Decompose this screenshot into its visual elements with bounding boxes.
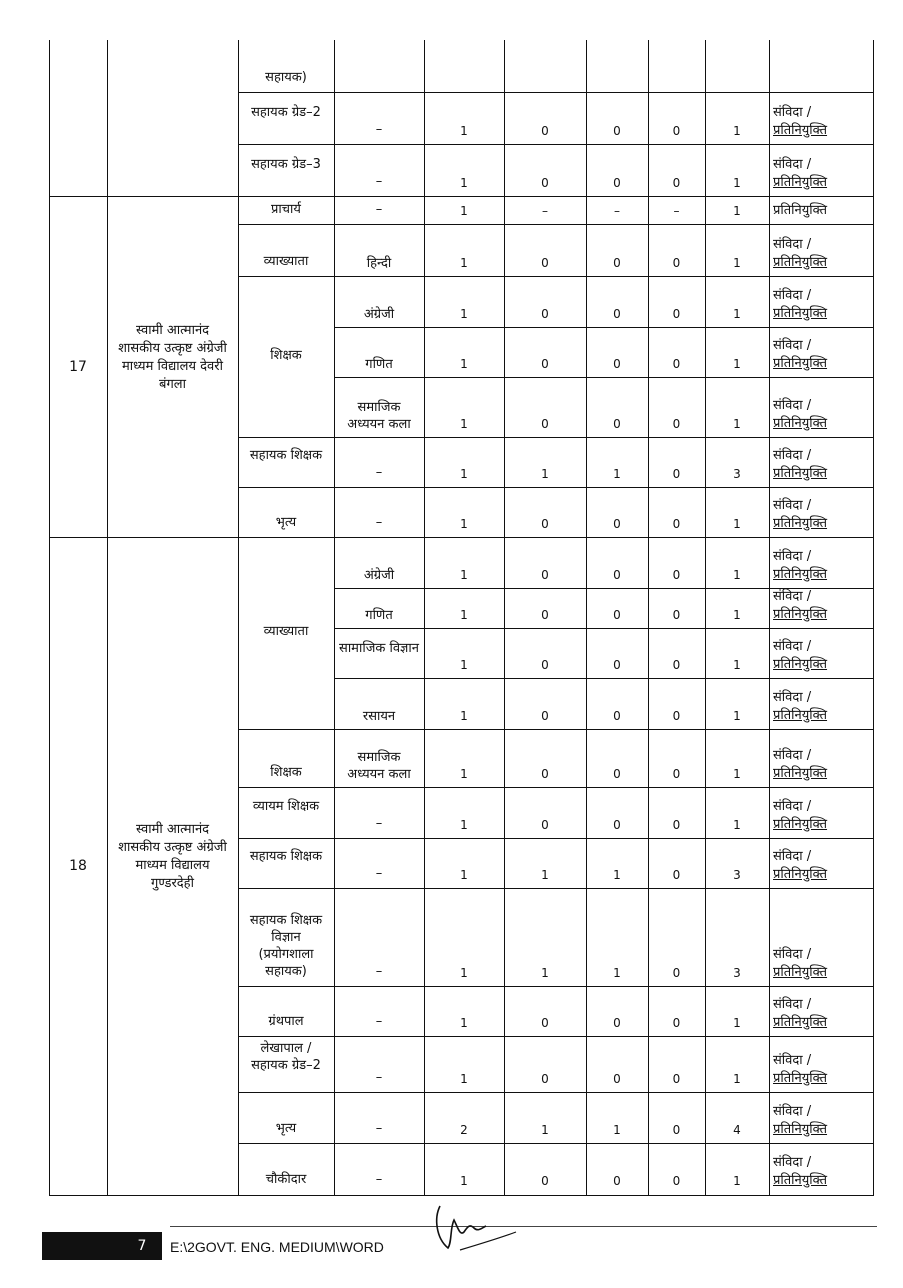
subject-name: गणित: [365, 357, 393, 372]
remark-line: संविदा /: [773, 690, 812, 705]
count-c4: 0: [672, 568, 681, 582]
count-c1: 1: [460, 307, 468, 321]
school-name: स्वामी आत्मानंद शासकीय उत्कृष्ट अंग्रेजी माध्यम विद्यालय देवरी बंगला: [118, 322, 227, 392]
count-c3: 0: [613, 767, 621, 781]
count-c2: 0: [541, 307, 549, 321]
remark-line: प्रतिनियुक्ति: [773, 466, 828, 481]
remark-text: [773, 1103, 871, 1139]
count-c3: 1: [613, 467, 621, 481]
count-c2: 0: [541, 176, 549, 190]
subject-name: –: [375, 866, 383, 881]
count-c2: –: [542, 204, 548, 218]
remark-text: [773, 1052, 871, 1088]
remark-text: [773, 747, 871, 783]
column-rule: [334, 40, 335, 1196]
count-total: 1: [733, 767, 741, 781]
count-c3: 0: [613, 417, 621, 431]
remark-line: संविदा /: [773, 1155, 812, 1170]
row-rule: [238, 1143, 873, 1144]
count-total: 1: [733, 176, 741, 190]
remark-line: संविदा /: [773, 237, 812, 252]
count-c1: 1: [460, 868, 468, 882]
remark-line: प्रतिनियुक्ति: [773, 255, 828, 270]
count-c3: 0: [613, 357, 621, 371]
count-total: 1: [733, 307, 741, 321]
remark-line: संविदा /: [773, 448, 812, 463]
count-total: 1: [733, 124, 741, 138]
count-c1: 1: [460, 709, 468, 723]
row-rule: [238, 487, 873, 488]
remark-text: [773, 638, 871, 674]
remark-line: संविदा /: [773, 549, 812, 564]
count-c2: 0: [541, 818, 549, 832]
remark-text: [773, 337, 871, 373]
row-rule: [238, 92, 873, 93]
remark-line: संविदा /: [773, 288, 812, 303]
count-c2: 0: [541, 608, 549, 622]
count-c4: 0: [672, 966, 681, 980]
count-c1: 1: [460, 1072, 468, 1086]
post-name: व्यायम शिक्षक: [252, 799, 320, 814]
count-c3: 0: [613, 568, 621, 582]
count-c3: –: [614, 204, 620, 218]
count-c4: 0: [672, 124, 681, 138]
post-name: प्राचार्य: [271, 202, 301, 217]
remark-text: [773, 287, 871, 323]
subject-name: गणित: [365, 608, 393, 623]
count-c3: 0: [613, 1072, 621, 1086]
remark-text: [773, 447, 871, 483]
remark-line: संविदा /: [773, 748, 812, 763]
count-c2: 0: [541, 658, 549, 672]
count-c2: 1: [541, 467, 549, 481]
count-c1: 1: [460, 357, 468, 371]
count-total: 3: [733, 467, 741, 481]
subject-name: –: [375, 816, 383, 831]
post-name: सहायक शिक्षक: [249, 448, 323, 463]
subject-name: –: [375, 1070, 383, 1085]
remark-text: [773, 397, 871, 433]
count-total: 1: [733, 568, 741, 582]
count-total: 1: [733, 608, 741, 622]
count-c1: 1: [460, 608, 468, 622]
count-c4: 0: [672, 256, 681, 270]
post-name: सहायक): [265, 70, 307, 85]
column-rule: [107, 40, 108, 1196]
post-name: सहायक ग्रेड–3: [251, 157, 321, 172]
count-c1: 1: [460, 966, 468, 980]
count-c2: 0: [541, 256, 549, 270]
subject-name: अंग्रेजी: [363, 568, 395, 583]
remark-text: [773, 548, 871, 584]
count-c2: 0: [541, 357, 549, 371]
count-c2: 0: [541, 1016, 549, 1030]
remark-line: संविदा /: [773, 589, 812, 604]
file-path: E:\2GOVT. ENG. MEDIUM\WORD: [170, 1239, 384, 1255]
remark-line: प्रतिनियुक्ति: [773, 306, 828, 321]
count-total: 4: [733, 1123, 741, 1137]
count-total: 1: [733, 256, 741, 270]
count-c3: 0: [613, 256, 621, 270]
remark-line: प्रतिनियुक्ति: [773, 657, 828, 672]
count-c3: 0: [613, 176, 621, 190]
count-c4: 0: [672, 868, 681, 882]
count-c4: 0: [672, 1174, 681, 1188]
count-c4: 0: [672, 176, 681, 190]
row-rule: [238, 437, 873, 438]
count-c4: 0: [672, 818, 681, 832]
count-c2: 1: [541, 1123, 549, 1137]
count-c4: 0: [672, 608, 681, 622]
count-c1: 1: [460, 467, 468, 481]
count-c1: 1: [460, 568, 468, 582]
subject-name: –: [375, 465, 383, 480]
count-c2: 0: [541, 1174, 549, 1188]
remark-text: [773, 996, 871, 1032]
subject-name: समाजिक अध्ययन कला: [347, 400, 411, 432]
count-c1: 1: [460, 517, 468, 531]
subject-name: –: [375, 174, 383, 189]
remark-line: प्रतिनियुक्ति: [773, 607, 828, 622]
staffing-table: [49, 40, 873, 1196]
count-c4: 0: [672, 467, 681, 481]
count-c3: 0: [613, 709, 621, 723]
remark-line: प्रतिनियुक्ति: [773, 175, 828, 190]
remark-line: संविदा /: [773, 849, 812, 864]
count-total: 3: [733, 868, 741, 882]
remark-line: संविदा /: [773, 157, 812, 172]
count-c3: 0: [613, 1174, 621, 1188]
row-rule: [238, 1092, 873, 1093]
footer-black-bar: [42, 1232, 122, 1260]
row-rule: [238, 224, 873, 225]
remark-line: संविदा /: [773, 398, 812, 413]
post-name: सहायक ग्रेड–2: [251, 105, 321, 120]
count-c4: 0: [672, 709, 681, 723]
signature-mark: [430, 1198, 520, 1258]
count-total: 3: [733, 966, 741, 980]
count-c3: 0: [613, 307, 621, 321]
count-c1: 1: [460, 658, 468, 672]
subject-name: –: [375, 515, 383, 530]
remark-line: संविदा /: [773, 1104, 812, 1119]
remark-line: प्रतिनियुक्ति: [773, 1071, 828, 1086]
count-c1: 1: [460, 767, 468, 781]
count-c4: 0: [672, 1123, 681, 1137]
remark-line: प्रतिनियुक्ति: [773, 516, 828, 531]
post-name: शिक्षक: [270, 347, 302, 363]
remark-line: प्रतिनियुक्ति: [773, 416, 828, 431]
count-c4: 0: [672, 357, 681, 371]
count-c3: 1: [613, 868, 621, 882]
subject-name: –: [375, 1014, 383, 1029]
page-number: 7: [122, 1232, 162, 1260]
remark-line: प्रतिनियुक्ति: [773, 1173, 828, 1188]
column-rule: [49, 40, 50, 1196]
count-c2: 0: [541, 767, 549, 781]
remark-line: प्रतिनियुक्ति: [773, 766, 828, 781]
row-rule: [238, 986, 873, 987]
post-name: सहायक शिक्षक विज्ञान (प्रयोगशाला सहायक): [249, 913, 323, 979]
subject-name: रसायन: [362, 709, 396, 724]
subject-name: अंग्रेजी: [363, 307, 395, 322]
count-total: 1: [733, 658, 741, 672]
count-c2: 0: [541, 709, 549, 723]
remark-line: संविदा /: [773, 498, 812, 513]
remark-text: [773, 689, 871, 725]
group-rule: [49, 537, 873, 538]
count-total: 1: [733, 1174, 741, 1188]
remark-text: [773, 156, 871, 192]
remark-line: संविदा /: [773, 997, 812, 1012]
remark-line: संविदा /: [773, 105, 812, 120]
row-rule: [334, 377, 873, 378]
count-c2: 0: [541, 124, 549, 138]
remark-line: प्रतिनियुक्ति: [773, 965, 828, 980]
count-c1: 1: [460, 124, 468, 138]
count-c2: 1: [541, 868, 549, 882]
count-c2: 0: [541, 568, 549, 582]
column-rule: [873, 40, 874, 1196]
serial-number: 18: [69, 857, 87, 874]
count-c3: 0: [613, 608, 621, 622]
count-total: 1: [733, 417, 741, 431]
remark-text: [773, 1154, 871, 1190]
count-c4: –: [673, 204, 680, 218]
remark-text: [773, 946, 871, 982]
column-rule: [238, 40, 239, 1196]
table-bottom-rule: [49, 1195, 873, 1196]
subject-name: हिन्दी: [366, 256, 392, 271]
row-rule: [238, 1036, 873, 1037]
count-c3: 0: [613, 1016, 621, 1030]
count-total: 1: [733, 1072, 741, 1086]
count-c1: 1: [460, 818, 468, 832]
post-name: भृत्य: [275, 1121, 297, 1136]
subject-name: सामाजिक विज्ञान: [339, 641, 419, 656]
post-name: व्याख्याता: [263, 624, 309, 639]
count-c1: 2: [460, 1123, 468, 1137]
count-c1: 1: [460, 256, 468, 270]
count-c1: 1: [460, 176, 468, 190]
count-c1: 1: [460, 417, 468, 431]
row-rule: [238, 838, 873, 839]
count-total: 1: [733, 517, 741, 531]
count-c3: 1: [613, 966, 621, 980]
remark-line: प्रतिनियुक्ति: [773, 708, 828, 723]
subject-name: –: [375, 202, 383, 217]
post-name: लेखापाल / सहायक ग्रेड–2: [251, 1041, 321, 1073]
row-rule: [238, 144, 873, 145]
remark-line: संविदा /: [773, 799, 812, 814]
column-rule: [769, 40, 770, 1196]
count-c3: 0: [613, 124, 621, 138]
remark-line: संविदा /: [773, 947, 812, 962]
count-total: 1: [733, 709, 741, 723]
count-c2: 0: [541, 517, 549, 531]
remark-line: प्रतिनियुक्ति: [773, 356, 828, 371]
row-rule: [238, 729, 873, 730]
subject-name: –: [375, 1172, 383, 1187]
count-c1: 1: [460, 1016, 468, 1030]
remark-text: [773, 588, 871, 624]
post-name: सहायक शिक्षक: [249, 849, 323, 864]
post-name: व्याख्याता: [263, 254, 309, 269]
subject-name: –: [375, 122, 383, 137]
count-c4: 0: [672, 307, 681, 321]
count-c3: 0: [613, 818, 621, 832]
group-rule: [49, 196, 873, 197]
footer-rule: [170, 1226, 877, 1227]
count-c1: 1: [460, 204, 468, 218]
count-c4: 0: [672, 1016, 681, 1030]
remark-line: संविदा /: [773, 338, 812, 353]
count-c2: 0: [541, 417, 549, 431]
remark-line: प्रतिनियुक्ति: [773, 123, 828, 138]
count-c3: 1: [613, 1123, 621, 1137]
count-c4: 0: [672, 1072, 681, 1086]
subject-name: समाजिक अध्ययन कला: [347, 750, 411, 782]
remark-line: प्रतिनियुक्ति: [773, 867, 828, 882]
remark-line: संविदा /: [773, 1053, 812, 1068]
remark-line: संविदा /: [773, 639, 812, 654]
count-c4: 0: [672, 767, 681, 781]
remark-line: प्रतिनियुक्ति: [773, 1122, 828, 1137]
count-total: 1: [733, 204, 741, 218]
row-rule: [238, 787, 873, 788]
row-rule: [238, 276, 873, 277]
remark-text: [773, 848, 871, 884]
remark-line: प्रतिनियुक्ति: [773, 1015, 828, 1030]
count-c4: 0: [672, 417, 681, 431]
count-c2: 1: [541, 966, 549, 980]
count-total: 1: [733, 818, 741, 832]
post-name: ग्रंथपाल: [268, 1014, 304, 1029]
row-rule: [238, 888, 873, 889]
remark-text: [773, 236, 871, 272]
count-c1: 1: [460, 1174, 468, 1188]
post-name: चौकीदार: [265, 1172, 307, 1187]
row-rule: [334, 628, 873, 629]
remark-line: प्रतिनियुक्ति: [773, 817, 828, 832]
post-name: भृत्य: [275, 515, 297, 530]
count-total: 1: [733, 357, 741, 371]
remark-text: [773, 497, 871, 533]
remark-text: प्रतिनियुक्ति: [773, 203, 828, 218]
post-name: शिक्षक: [270, 765, 302, 780]
subject-name: –: [375, 1121, 383, 1136]
count-c2: 0: [541, 1072, 549, 1086]
row-rule: [334, 327, 873, 328]
count-c4: 0: [672, 658, 681, 672]
count-c3: 0: [613, 658, 621, 672]
remark-line: प्रतिनियुक्ति: [773, 567, 828, 582]
school-name: स्वामी आत्मानंद शासकीय उत्कृष्ट अंग्रेजी माध्यम विद्यालय गुण्डरदेही: [118, 821, 227, 891]
subject-name: –: [375, 964, 383, 979]
count-c3: 0: [613, 517, 621, 531]
remark-text: [773, 798, 871, 834]
serial-number: 17: [69, 358, 87, 375]
count-c4: 0: [672, 517, 681, 531]
remark-text: [773, 104, 871, 140]
row-rule: [334, 678, 873, 679]
count-total: 1: [733, 1016, 741, 1030]
